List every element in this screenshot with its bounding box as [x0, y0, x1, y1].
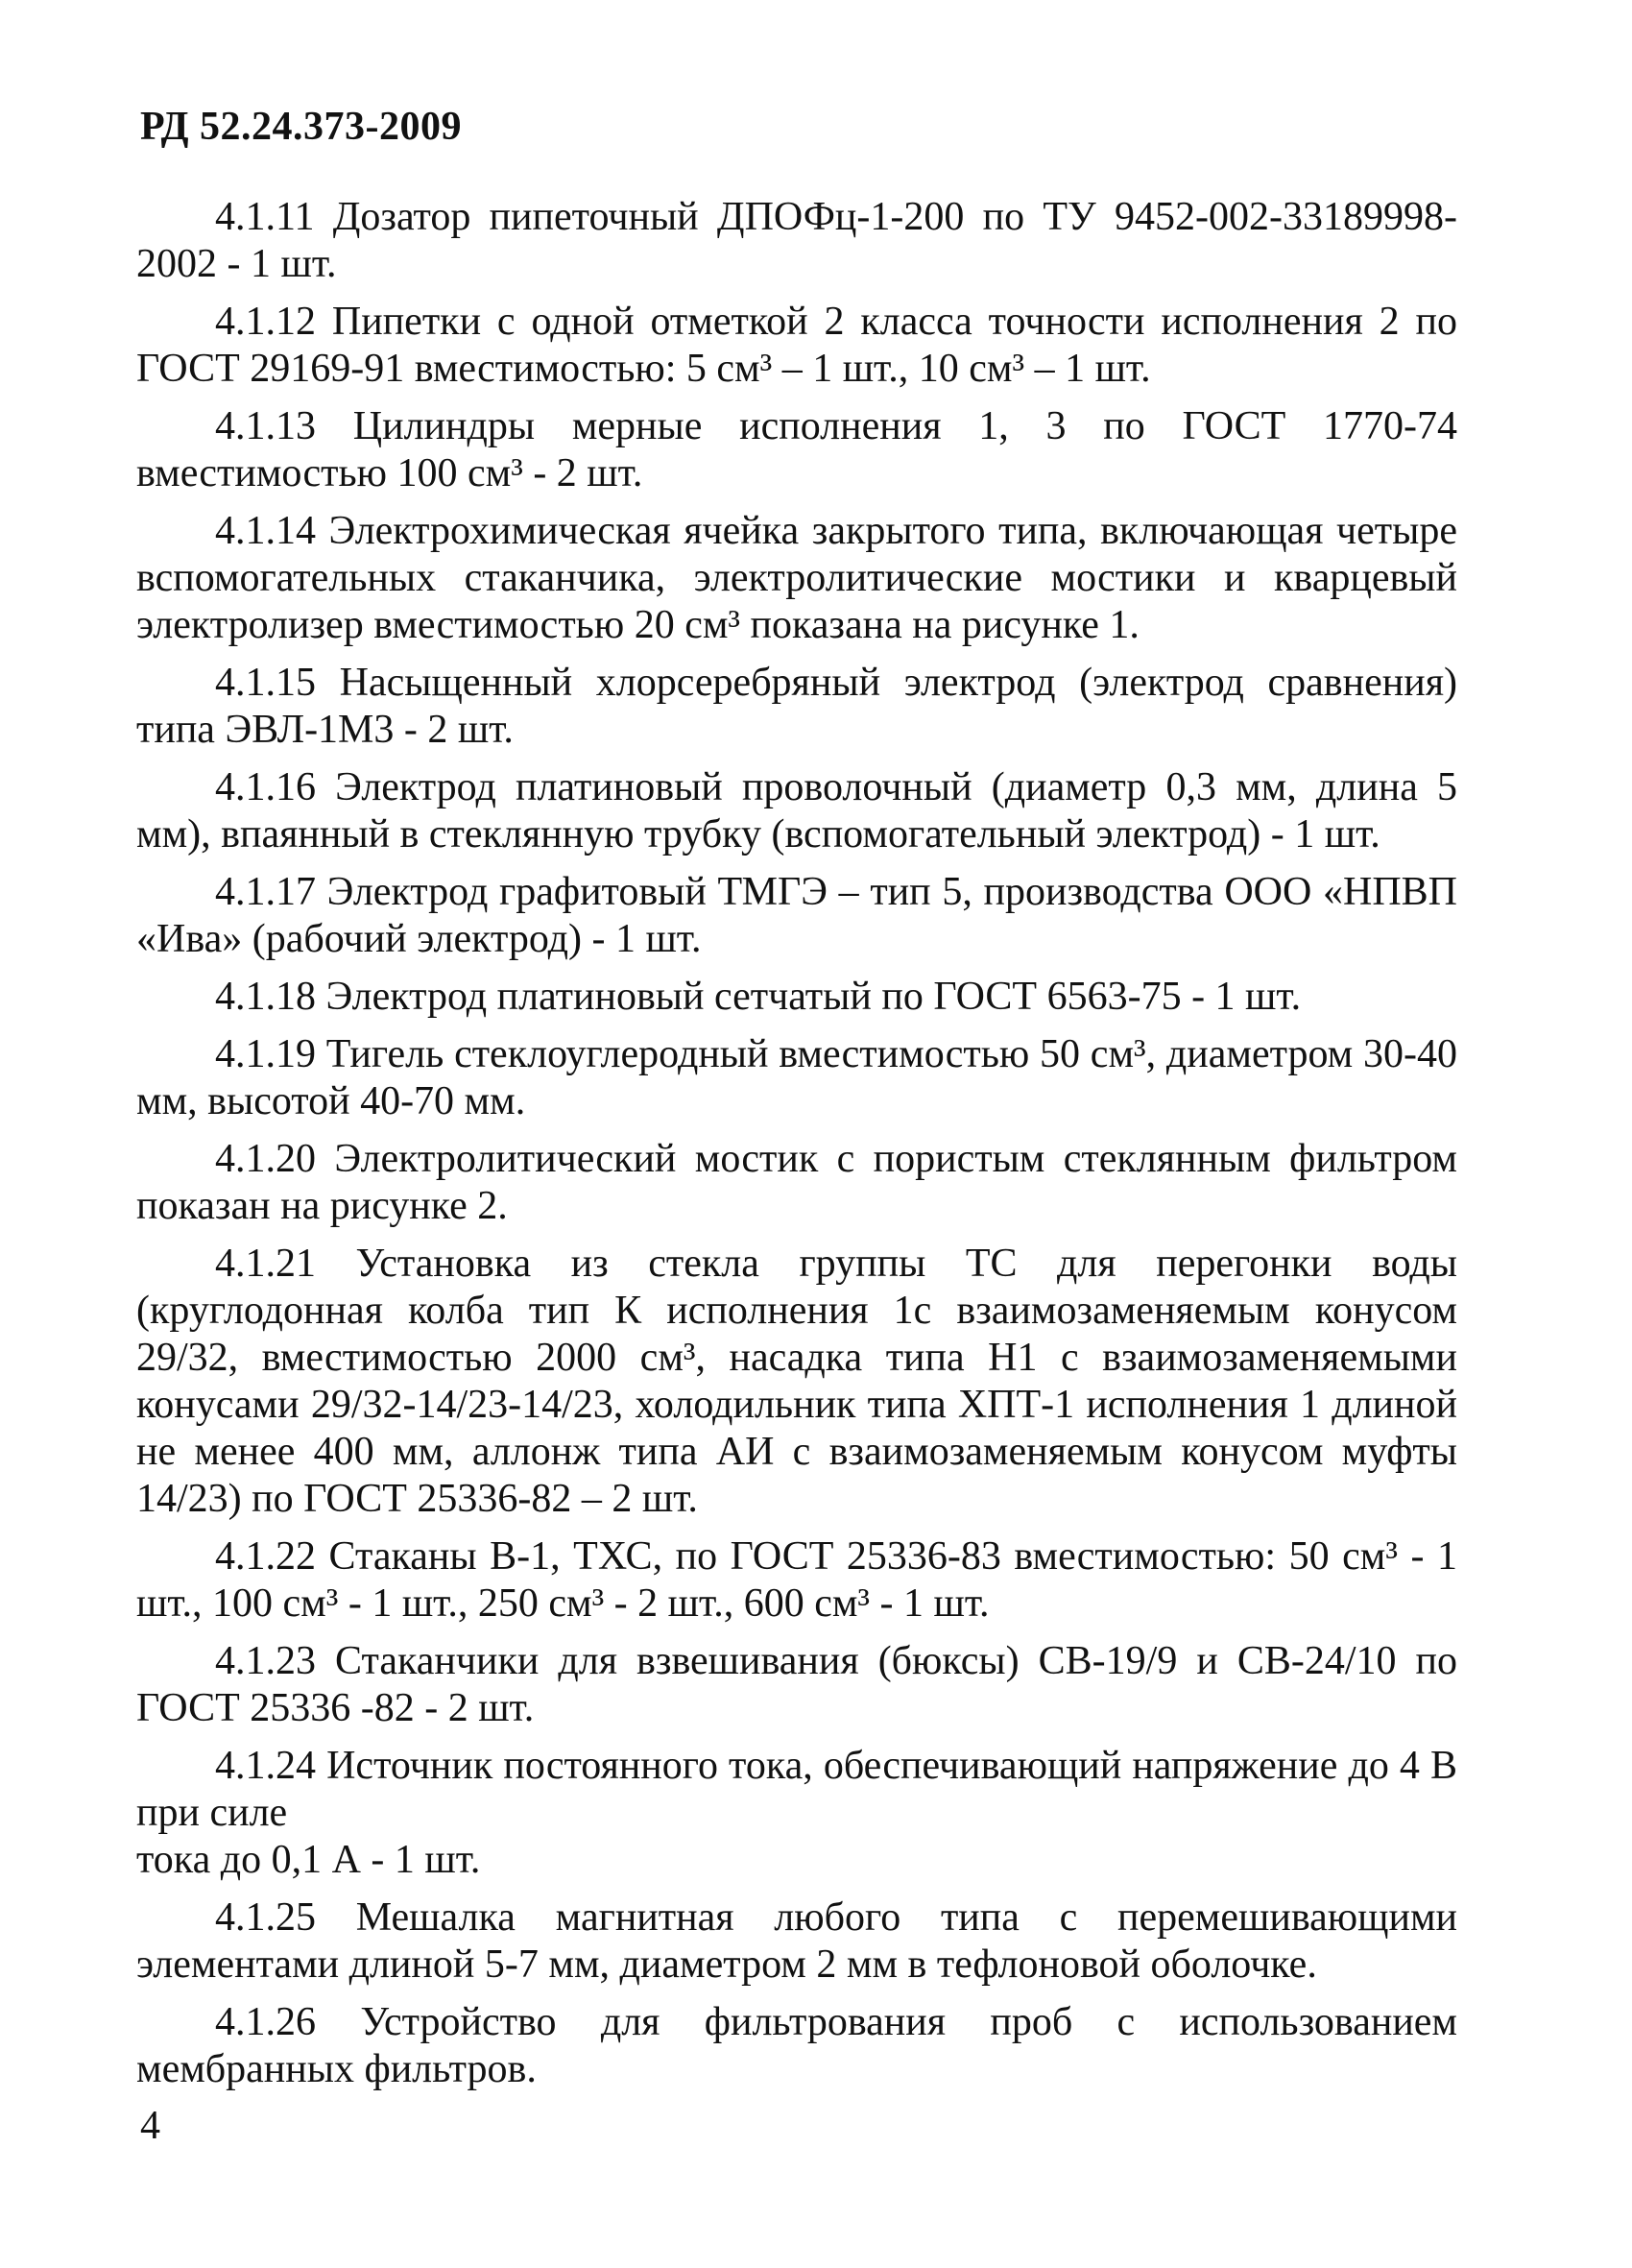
item-number: 4.1.22 — [215, 1534, 316, 1579]
list-item — [136, 1743, 1457, 1884]
item-text: Стаканы В-1, ТХС, по ГОСТ 25336-83 вместимостью: 50 см³ - 1 шт., 100 см³ - 1 шт., 250 см³ - 2 шт., 600 см³ - 1 шт. — [136, 1534, 1457, 1626]
list-item — [136, 764, 1457, 858]
item-text: Электролитический мостик с пористым стеклянным фильтром показан на рисунке 2. — [136, 1137, 1458, 1228]
item-number: 4.1.19 — [215, 1032, 316, 1076]
equipment-list — [136, 194, 1457, 2104]
list-item — [136, 974, 1457, 1021]
item-text: Цилиндры мерные исполнения 1, 3 по ГОСТ 1770-74 вместимостью 100 см³ - 2 шт. — [136, 404, 1458, 495]
item-text: Электрод платиновый проволочный (диаметр 0,3 мм, длина 5 мм), впаянный в стеклянную трубку (вспомогательный электрод) - 1 шт. — [136, 765, 1457, 857]
list-item — [136, 194, 1457, 288]
document-code-header: РД 52.24.373-2009 — [140, 105, 463, 149]
list-item — [136, 1136, 1457, 1230]
item-number: 4.1.25 — [215, 1895, 316, 1940]
item-text-continued: тока до 0,1 А - 1 шт. — [136, 1838, 481, 1882]
item-number: 4.1.16 — [215, 765, 316, 809]
item-number: 4.1.26 — [215, 2000, 316, 2044]
item-number: 4.1.24 — [215, 1744, 316, 1788]
item-text: Насыщенный хлорсеребряный электрод (электрод сравнения) типа ЭВЛ-1М3 - 2 шт. — [136, 661, 1457, 752]
item-number: 4.1.11 — [215, 195, 315, 239]
list-item — [136, 508, 1457, 649]
item-number: 4.1.20 — [215, 1137, 316, 1181]
list-item — [136, 1999, 1457, 2093]
item-text: Дозатор пипеточный ДПОФц-1-200 по ТУ 9452-002-33189998-2002 - 1 шт. — [136, 195, 1457, 286]
list-item — [136, 299, 1457, 393]
list-item — [136, 1533, 1457, 1628]
list-item — [136, 660, 1457, 754]
item-text: Электрод платиновый сетчатый по ГОСТ 6563-75 - 1 шт. — [325, 975, 1302, 1019]
list-item — [136, 1241, 1457, 1523]
item-text: Источник постоянного тока, обеспечивающий напряжение до 4 В при силе — [136, 1744, 1458, 1835]
item-text: Установка из стекла группы ТС для перегонки воды (круглодонная колба тип К исполнения 1с взаимозаменяемым конусом 29/32, вместимостью 2000 см³, насадка типа Н1 с взаимозаменяемыми конусами 29/32-14/23-14/23, холодильник типа ХПТ-1 исполнения 1 длиной не менее 400 мм, аллонж типа АИ с взаимозаменяемым конусом муфты 14/23) по ГОСТ 25336-82 – 2 шт. — [136, 1242, 1457, 1521]
list-item — [136, 1031, 1457, 1125]
item-text: Стаканчики для взвешивания (бюксы) СВ-19/9 и СВ-24/10 по ГОСТ 25336 -82 - 2 шт. — [136, 1639, 1457, 1730]
item-text: Электрохимическая ячейка закрытого типа, включающая четыре вспомогательных стаканчика, электролитические мостики и кварцевый электролизер вместимостью 20 см³ показана на рисунке 1. — [136, 509, 1457, 647]
item-text: Тигель стеклоуглеродный вместимостью 50 см³, диаметром 30-40 мм, высотой 40-70 мм. — [136, 1032, 1457, 1123]
item-number: 4.1.14 — [215, 509, 316, 553]
item-text: Электрод графитовый ТМГЭ – тип 5, производства ООО «НПВП «Ива» (рабочий электрод) - 1 шт. — [136, 870, 1457, 961]
page-number: 4 — [140, 2104, 160, 2148]
item-text: Устройство для фильтрования проб с использованием мембранных фильтров. — [136, 2000, 1458, 2091]
item-text: Пипетки с одной отметкой 2 класса точности исполнения 2 по ГОСТ 29169-91 вместимостью: 5 см³ – 1 шт., 10 см³ – 1 шт. — [136, 300, 1458, 391]
item-number: 4.1.18 — [215, 975, 316, 1019]
list-item — [136, 403, 1457, 497]
list-item — [136, 1894, 1457, 1989]
item-number: 4.1.12 — [215, 300, 316, 344]
item-number: 4.1.21 — [215, 1242, 316, 1286]
item-number: 4.1.23 — [215, 1639, 316, 1683]
item-text: Мешалка магнитная любого типа с перемешивающими элементами длиной 5-7 мм, диаметром 2 мм в тефлоновой оболочке. — [136, 1895, 1457, 1987]
item-number: 4.1.13 — [215, 404, 316, 448]
item-number: 4.1.15 — [215, 661, 316, 705]
list-item — [136, 1638, 1457, 1732]
list-item — [136, 869, 1457, 963]
item-number: 4.1.17 — [215, 870, 316, 914]
